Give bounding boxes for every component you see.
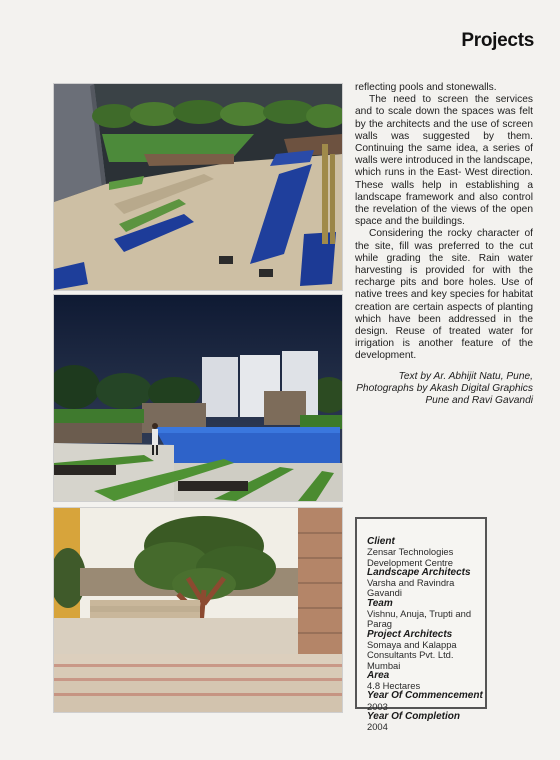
section-title: Projects	[461, 30, 534, 51]
team-label: Team	[367, 597, 393, 609]
client-label: Client	[367, 536, 395, 547]
photo-credits: Text by Ar. Abhijit Natu, Pune, Photographs by Akash Digital Graphics Pune and Ravi Gavandi	[356, 370, 533, 407]
project-info-box	[355, 517, 487, 733]
photo-aerial-landscape	[53, 83, 343, 291]
area-label: Area	[367, 669, 390, 681]
area-value: 4.8 Hectares	[367, 680, 421, 692]
paragraph-3: Considering the rocky character of the site, fill was preferred to the cut while grading the site. Rain water harvesting is provided for with the recharge pits and bore holes. Use of native trees and key species for habitat creation are certain aspects of planting which have been addressed in the design. Reuse of treated water for irrigation is another feature of the development.	[355, 228, 533, 362]
commencement-value: 2003	[367, 700, 388, 712]
photo-steps-tree-image	[54, 508, 342, 712]
project-architects-label: Project Architects	[367, 628, 453, 640]
paragraph-1: reflecting pools and stonewalls.	[355, 82, 497, 93]
paragraph-2: The need to screen the services and to scale down the spaces was felt by the architects and the use of screen walls was suggested by them. Continuing the same idea, a series of walls were introduced in the landscape, which runs in the East- West direction. These walls help in establishing a landscape framework and also control the revelation of the views of the open space and the buildings.	[355, 94, 533, 228]
photo-steps-tree	[53, 507, 343, 713]
article-body	[355, 82, 533, 407]
completion-label: Year Of Completion	[367, 711, 460, 723]
photo-pool-walls-image	[54, 295, 342, 501]
landscape-architects-value: Varsha and Ravindra Gavandi	[367, 577, 455, 599]
commencement-label: Year Of Commencement	[367, 690, 483, 702]
client-value: Zensar Technologies Development Centre	[367, 546, 454, 568]
team-value: Vishnu, Anuja, Trupti and Parag	[367, 608, 472, 630]
completion-value: 2004	[367, 721, 388, 733]
project-architects-value: Somaya and Kalappa Consultants Pvt. Ltd. Mumbai	[367, 638, 457, 671]
photo-pool-walls	[53, 294, 343, 502]
landscape-architects-label: Landscape Architects	[367, 566, 471, 578]
page-header	[0, 0, 560, 60]
photo-aerial-landscape-image	[54, 84, 342, 290]
